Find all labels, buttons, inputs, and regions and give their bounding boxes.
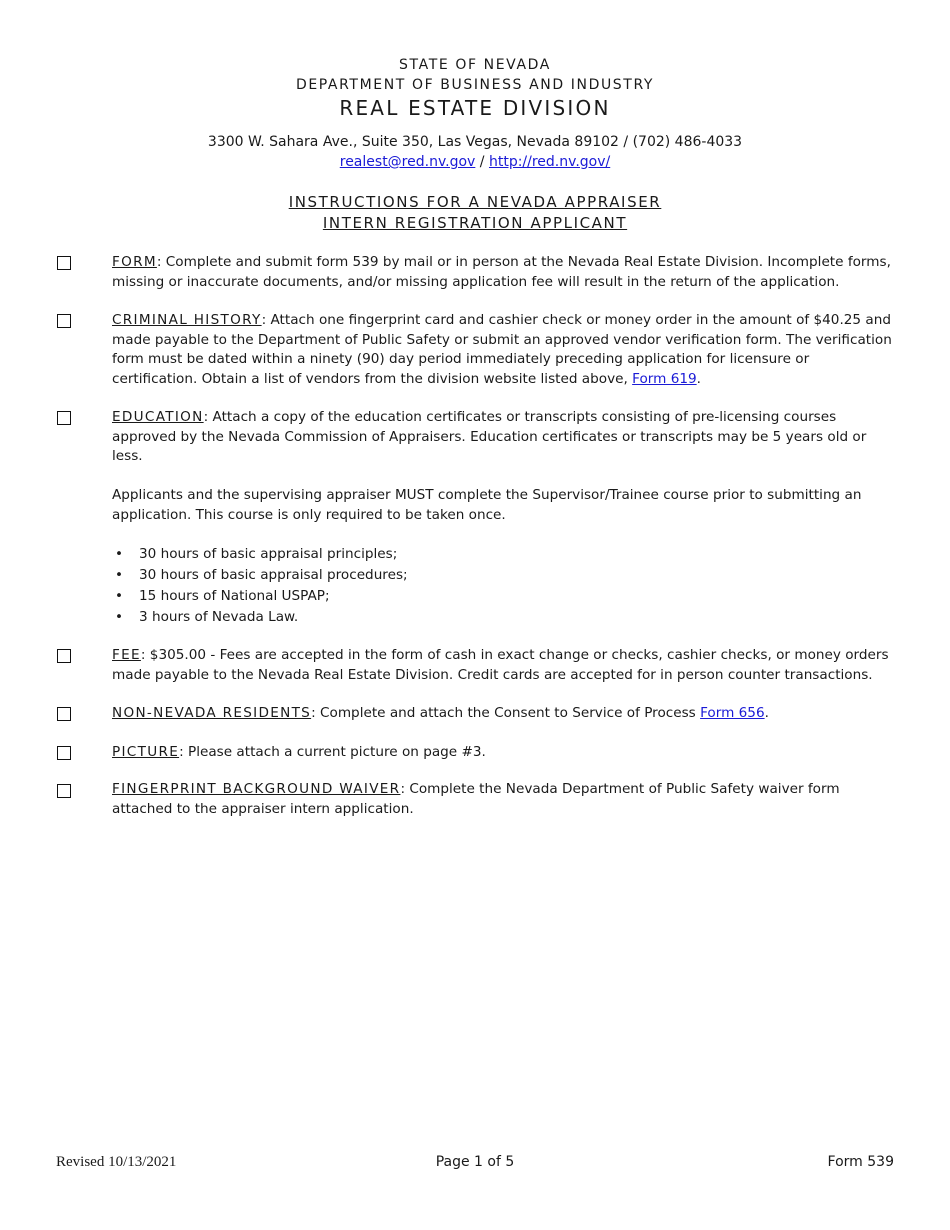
fingerprint-waiver-checkbox[interactable]	[57, 784, 71, 798]
list-item: • 15 hours of National USPAP;	[112, 586, 408, 607]
list-item: • 30 hours of basic appraisal principles;	[112, 544, 408, 565]
header-division: REAL ESTATE DIVISION	[339, 96, 611, 120]
criminal-history-text: : Attach one fingerprint card and cashier check or money order in the amount of $40.25 and made payable to the Department of Public Safety or submit an approved vendor verification form. The verification form must be dated within a ninety (90) day period immediately preceding application for licensure or certification. Obtain a list of vendors from the division website listed above,	[112, 312, 892, 387]
non-nevada-residents-end: .	[764, 705, 769, 721]
form-656-link[interactable]: Form 656	[700, 705, 765, 721]
picture-checkbox[interactable]	[57, 746, 71, 760]
education-hours-list	[112, 544, 408, 628]
form-label: FORM	[112, 254, 157, 270]
website-link[interactable]: http://red.nv.gov/	[488, 154, 611, 170]
fingerprint-waiver-item	[112, 780, 897, 819]
non-nevada-residents-item	[112, 704, 897, 724]
criminal-history-label: CRIMINAL HISTORY	[112, 312, 262, 328]
instructions-title-line1: INSTRUCTIONS FOR A NEVADA APPRAISER	[288, 193, 662, 211]
email-link[interactable]: realest@red.nv.gov	[339, 154, 476, 170]
non-nevada-residents-label: NON-NEVADA RESIDENTS	[112, 705, 312, 721]
form-text: : Complete and submit form 539 by mail or in person at the Nevada Real Estate Division. Incomplete forms, missing or inaccurate documents, and/or missing application fee will result in the return of the application.	[112, 254, 891, 290]
picture-item	[112, 743, 897, 763]
fee-item	[112, 646, 897, 685]
form-checkbox[interactable]	[57, 256, 71, 270]
education-label: EDUCATION	[112, 409, 204, 425]
picture-label: PICTURE	[112, 744, 180, 760]
footer-revised-date: Revised 10/13/2021	[56, 1154, 177, 1170]
form-619-link[interactable]: Form 619	[632, 370, 697, 387]
list-item: • 3 hours of Nevada Law.	[112, 607, 408, 628]
non-nevada-residents-text: : Complete and attach the Consent to Service of Process	[311, 705, 701, 721]
footer-form-number: Form 539	[827, 1154, 894, 1170]
non-nevada-residents-checkbox[interactable]	[57, 707, 71, 721]
fingerprint-waiver-text: : Complete the Nevada Department of Public Safety waiver form attached to the appraiser intern application.	[112, 781, 840, 817]
education-checkbox[interactable]	[57, 411, 71, 425]
education-text: : Attach a copy of the education certificates or transcripts consisting of pre-licensing courses approved by the Nevada Commission of Appraisers. Education certificates or transcripts may be 5 years old or less.	[112, 409, 867, 465]
picture-text: : Please attach a current picture on page #3.	[179, 744, 486, 760]
criminal-history-end: .	[696, 370, 701, 387]
link-separator: /	[475, 154, 489, 170]
education-item	[112, 408, 897, 467]
form-item	[112, 253, 897, 292]
criminal-history-checkbox[interactable]	[57, 314, 71, 328]
instructions-title-line2: INTERN REGISTRATION APPLICANT	[322, 214, 628, 232]
fingerprint-waiver-label: FINGERPRINT BACKGROUND WAIVER	[112, 781, 401, 797]
header-links	[0, 153, 950, 172]
fee-label: FEE	[112, 647, 141, 663]
header-address: 3300 W. Sahara Ave., Suite 350, Las Vegas, Nevada 89102 / (702) 486-4033	[207, 134, 743, 150]
header-department: DEPARTMENT OF BUSINESS AND INDUSTRY	[295, 77, 655, 93]
list-item: • 30 hours of basic appraisal procedures;	[112, 565, 408, 586]
criminal-history-item	[112, 311, 897, 389]
footer-page-number: Page 1 of 5	[435, 1154, 515, 1170]
header-state: STATE OF NEVADA	[399, 57, 551, 73]
education-paragraph: Applicants and the supervising appraiser MUST complete the Supervisor/Trainee course prior to submitting an application. This course is only required to be taken once.	[112, 487, 862, 523]
fee-text: : $305.00 - Fees are accepted in the form of cash in exact change or checks, cashier checks, or money orders made payable to the Nevada Real Estate Division. Credit cards are accepted for in person counter transactions.	[112, 647, 889, 683]
fee-checkbox[interactable]	[57, 649, 71, 663]
